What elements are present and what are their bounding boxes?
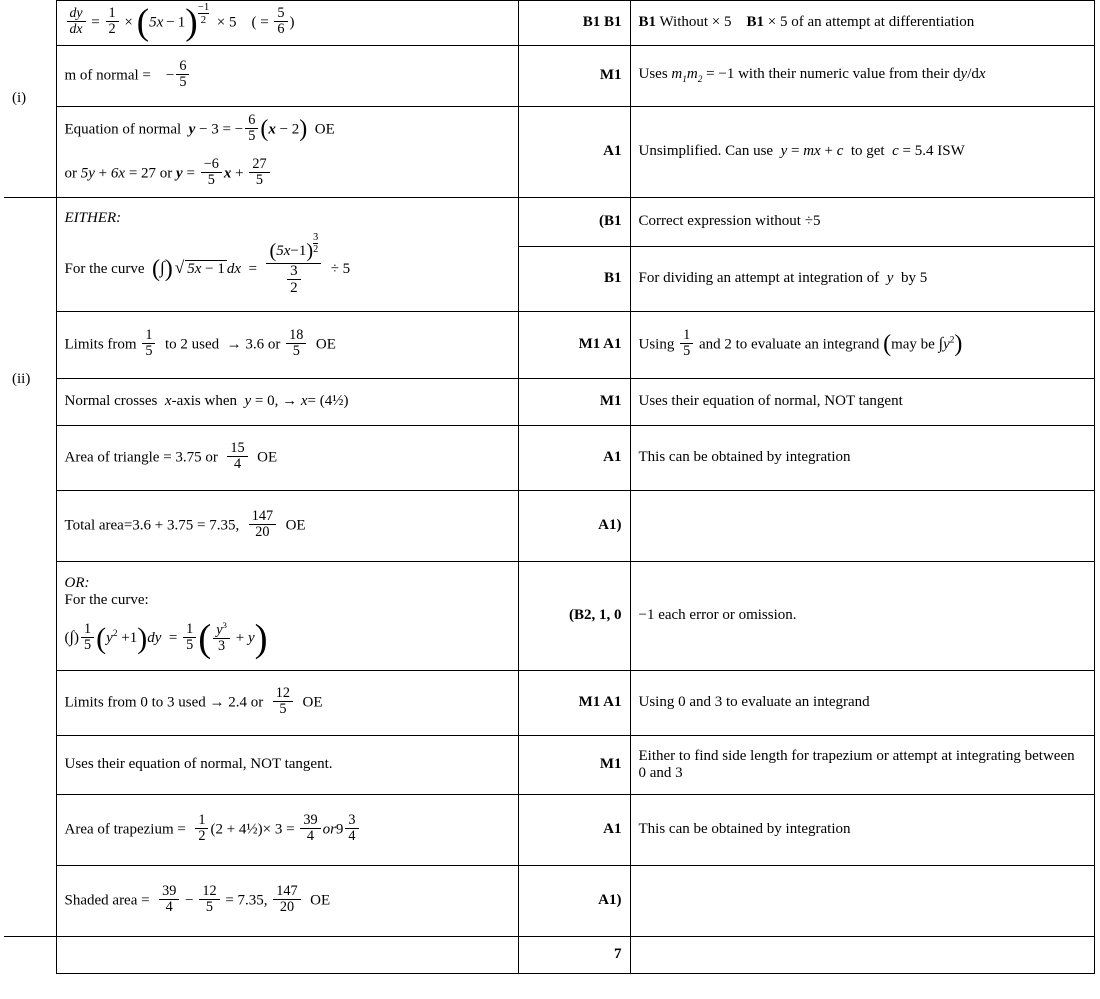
- note-cell-9: [630, 490, 1094, 561]
- x-axis-when-label: -axis when: [171, 393, 237, 410]
- note-2-post: = −1 with their numeric value from their d: [706, 66, 961, 83]
- limits-from-label-1: Limits from: [64, 336, 137, 353]
- normal-crosses-label: Normal crosses: [64, 393, 158, 410]
- mark-cell-1: B1 B1: [518, 1, 630, 46]
- equation-of-normal-label: Equation of normal: [64, 121, 182, 138]
- note-cell-3: Unsimplified. Can use y = mx + c to get c = 5.4 ISW: [630, 106, 1094, 197]
- mark-cell-6: M1 A1: [518, 311, 630, 378]
- mark-cell-12: M1: [518, 735, 630, 794]
- note-cell-12: Either to find side length for trapezium or attempt at integrating between 0 and 3: [630, 735, 1094, 794]
- oe-1: OE: [314, 121, 335, 138]
- working-cell-derivative: $\frac{dy}{dx}$ = $\frac{1}{2}$ × (5x − 1) $\frac{-1}{2}$ × 5 ( = $\frac{5}{6}$ ): [56, 1, 518, 46]
- note-1-b1a: B1: [638, 14, 657, 31]
- question-label-blank: [4, 561, 56, 936]
- note-cell-13: This can be obtained by integration: [630, 794, 1094, 865]
- table-row: [4, 865, 1094, 936]
- or-label-1: or: [64, 165, 77, 182]
- note-2-pre: Uses: [638, 66, 668, 83]
- note-2-post2: /d: [967, 66, 979, 83]
- working-cell-or-integral: OR: For the curve: (∫) $\frac{1}{5}$ $(y^2 +1)dy$ = $\frac{1}{5}$ ( $\frac{y^3}{3}$ + y): [56, 561, 518, 670]
- mark-cell-11: M1 A1: [518, 670, 630, 735]
- working-cell-total-area: Total area=3.6 + 3.75 = 7.35, $\frac{147}{20}$ OE: [56, 490, 518, 561]
- limits-0-to-3-label: Limits from 0 to 3 used → 2.4 or: [64, 694, 264, 711]
- note-3-pre: Unsimplified. Can use: [638, 143, 774, 160]
- note-6-paren: may be: [891, 336, 935, 353]
- note-5-post: by 5: [900, 270, 928, 287]
- note-cell-5: For dividing an attempt at integration of y by 5: [630, 246, 1094, 311]
- working-cell-equation-normal: Equation of normal y − 3 = − $\frac{6}{5}$ (x − 2) OE or 5y + 6x = 27 or y = $\frac{-6}{5}$ x + $\frac{27}{5}$: [56, 106, 518, 197]
- table-row: [4, 106, 1094, 197]
- mark-cell-5: B1: [518, 246, 630, 311]
- note-cell-4: Correct expression without ÷5: [630, 197, 1094, 246]
- to-2-used-label: to 2 used: [164, 336, 220, 353]
- question-label-i: (i): [12, 90, 27, 107]
- working-cell-total: [56, 936, 518, 973]
- table-row: [4, 45, 1094, 106]
- working-cell-shaded-area: Shaded area = $\frac{39}{4}$ − $\frac{12}{5}$ = 7.35, $\frac{147}{20}$ OE: [56, 865, 518, 936]
- for-the-curve-colon: For the curve:: [64, 592, 149, 609]
- note-cell-14: [630, 865, 1094, 936]
- note-5-pre: For dividing an attempt at integration of: [638, 270, 880, 287]
- note-3-post: = 5.4 ISW: [902, 143, 965, 160]
- note-cell-1: [630, 1, 1094, 46]
- question-label-total: [4, 936, 56, 973]
- working-cell-either-integral: EITHER: For the curve (∫) √ 5x − 1 dx = (5x−1) $\frac{3}{2}$ $\frac{3}{2}$ ÷ 5: [56, 197, 518, 311]
- note-cell-8: This can be obtained by integration: [630, 425, 1094, 490]
- working-cell-normal-crosses: Normal crosses x-axis when y = 0, → x= (4½): [56, 378, 518, 425]
- table-row: [4, 311, 1094, 378]
- oe-6: OE: [310, 892, 331, 909]
- working-cell-limits-1: Limits from $\frac{1}{5}$ to 2 used → 3.6 or $\frac{18}{5}$ OE: [56, 311, 518, 378]
- note-1-b1b: B1: [746, 14, 765, 31]
- table-row: [4, 794, 1094, 865]
- mark-cell-14: A1): [518, 865, 630, 936]
- oe-3: OE: [257, 449, 278, 466]
- table-row: [4, 735, 1094, 794]
- mark-cell-2: M1: [518, 45, 630, 106]
- note-cell-6: Using $\frac{1}{5}$ and 2 to evaluate an integrand (may be $\int y^2$): [630, 311, 1094, 378]
- mark-cell-10: (B2, 1, 0: [518, 561, 630, 670]
- shaded-area-label: Shaded area =: [64, 892, 150, 909]
- note-6-mid: and 2 to evaluate an integrand: [698, 336, 880, 353]
- note-cell-7: Uses their equation of normal, NOT tangent: [630, 378, 1094, 425]
- table-row: [4, 561, 1094, 670]
- either-label: EITHER:: [64, 210, 122, 227]
- table-row: [4, 425, 1094, 490]
- note-1-text-a: Without × 5: [659, 14, 732, 31]
- table-row: [4, 670, 1094, 735]
- note-cell-total: [630, 936, 1094, 973]
- or-label: OR:: [64, 575, 90, 592]
- table-row: [4, 1, 1094, 46]
- for-the-curve-1: For the curve: [64, 261, 145, 278]
- mark-cell-4: (B1: [518, 197, 630, 246]
- total-area-label: Total area=3.6 + 3.75 = 7.35,: [64, 517, 240, 534]
- table-row: [4, 490, 1094, 561]
- note-6-pre: Using: [638, 336, 675, 353]
- mark-cell-3: A1: [518, 106, 630, 197]
- working-cell-uses-their-eq: [56, 735, 518, 794]
- note-cell-10: −1 each error or omission.: [630, 561, 1094, 670]
- mark-cell-13: A1: [518, 794, 630, 865]
- mark-cell-7: M1: [518, 378, 630, 425]
- mark-cell-total: 7: [518, 936, 630, 973]
- working-cell-area-trapezium: Area of trapezium = $\frac{1}{2}$ (2 + 4½)× 3 = $\frac{39}{4}$ or9 $\frac{3}{4}$: [56, 794, 518, 865]
- working-cell-area-triangle: Area of triangle = 3.75 or $\frac{15}{4}$ OE: [56, 425, 518, 490]
- or-label-2: or: [159, 165, 173, 182]
- table-row-total: [4, 936, 1094, 973]
- note-1-text-b: × 5 of an attempt at differentiation: [767, 14, 975, 31]
- working-cell-limits-2: Limits from 0 to 3 used → 2.4 or $\frac{12}{5}$ OE: [56, 670, 518, 735]
- note-cell-2: Uses $m_1m_2 = -1$ with their numeric value from their dy/dx: [630, 45, 1094, 106]
- working-cell-m-normal: m of normal = − $\frac{6}{5}$: [56, 45, 518, 106]
- mark-scheme-table: [4, 0, 1095, 974]
- area-of-triangle-label: Area of triangle = 3.75 or: [64, 449, 218, 466]
- uses-their-eq-label: Uses their equation of normal, NOT tangent.: [64, 756, 333, 773]
- m-of-normal-label: m of normal =: [64, 67, 151, 84]
- table-row: [4, 378, 1094, 425]
- mark-cell-9: A1): [518, 490, 630, 561]
- note-cell-11: Using 0 and 3 to evaluate an integrand: [630, 670, 1094, 735]
- oe-4: OE: [285, 517, 306, 534]
- oe-2: OE: [315, 336, 336, 353]
- note-3-mid: to get: [850, 143, 885, 160]
- area-of-trapezium-label: Area of trapezium =: [64, 821, 186, 838]
- oe-5: OE: [302, 694, 323, 711]
- table-row: [4, 197, 1094, 246]
- mark-cell-8: A1: [518, 425, 630, 490]
- question-label-ii: (ii): [4, 197, 56, 561]
